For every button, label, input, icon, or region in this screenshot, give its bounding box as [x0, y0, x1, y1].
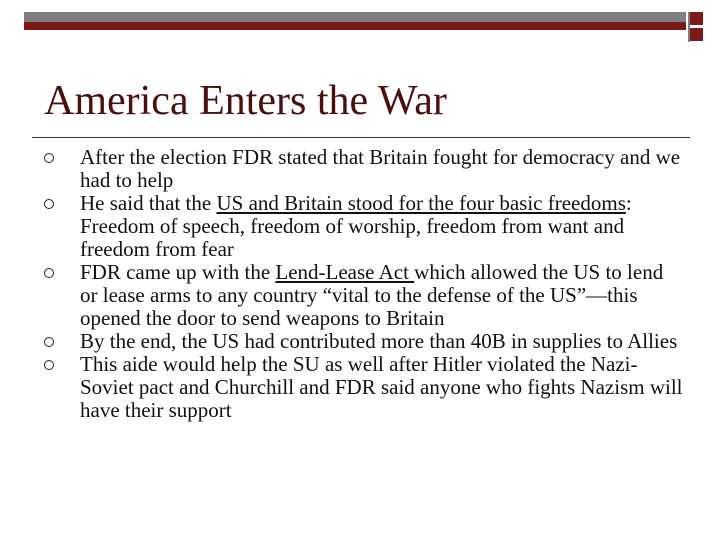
- corner-square-bottom: [690, 28, 703, 41]
- bullet-text: FDR came up with the: [80, 260, 276, 284]
- hollow-circle-bullet-icon: [44, 360, 54, 370]
- bullet-text: By the end, the US had contributed more than 40B in supplies to Allies: [80, 329, 678, 353]
- bullet-text: This aide would help the SU as well after Hitler violated the Nazi-Soviet pact and Churchill and FDR said anyone who fights Nazism will have their support: [80, 352, 683, 422]
- hollow-circle-bullet-icon: [44, 268, 54, 278]
- bullet-item: [44, 330, 684, 353]
- bullet-text: He said that the: [80, 191, 217, 215]
- title-divider: [32, 137, 690, 138]
- bullet-text: which allowed the US to lend or lease arms to any country “vital to the defense of the US”—this opened the door to send weapons to Britain: [80, 260, 664, 330]
- corner-square-top: [690, 12, 703, 25]
- bullet-item: [44, 192, 684, 261]
- bullet-text: After the election FDR stated that Britain fought for democracy and we had to help: [80, 145, 681, 192]
- bullet-list: [44, 146, 684, 422]
- underlined-phrase-four-freedoms: US and Britain stood for the four basic freedoms: [216, 191, 626, 215]
- bullet-item: [44, 353, 684, 422]
- bullet-item: [44, 146, 684, 192]
- top-decorative-bar: [24, 12, 686, 30]
- slide-title: America Enters the War: [44, 78, 447, 124]
- underlined-phrase-lend-lease-act: Lend-Lease Act: [275, 260, 415, 284]
- hollow-circle-bullet-icon: [44, 199, 54, 209]
- top-accent-stripe: [24, 22, 686, 30]
- bullet-text: : Freedom of speech, freedom of worship, freedom from want and freedom from fear: [80, 191, 632, 261]
- hollow-circle-bullet-icon: [44, 153, 54, 163]
- bullet-item: [44, 261, 684, 330]
- hollow-circle-bullet-icon: [44, 337, 54, 347]
